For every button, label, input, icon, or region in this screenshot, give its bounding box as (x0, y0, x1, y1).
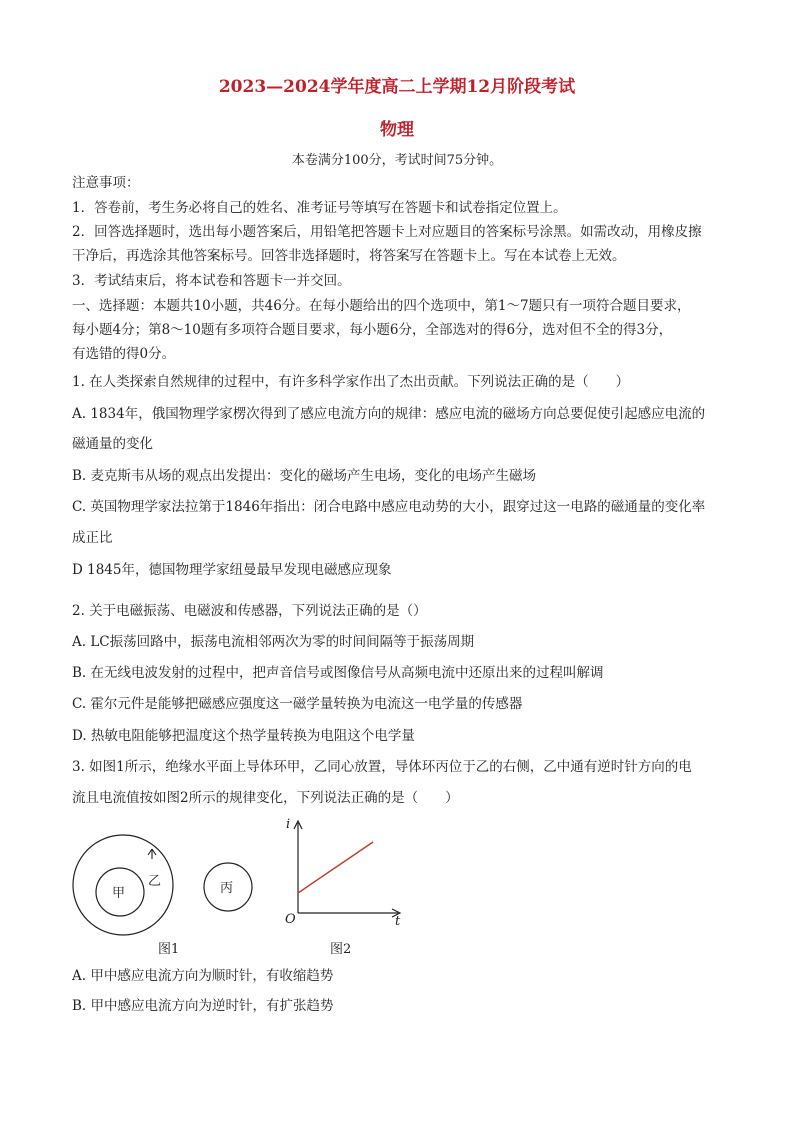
figure-1 (73, 835, 252, 957)
section1-line3: 有选错的得0分。 (72, 346, 176, 362)
q1-option-d: D 1845年，德国物理学家纽曼最早发现电磁感应现象 (72, 562, 392, 578)
q2-option-a: A. LC振荡回路中，振荡电流相邻两次为零的时间间隔等于振荡周期 (72, 634, 475, 650)
notice-heading: 注意事项： (72, 175, 140, 191)
q3-option-b: B. 甲中感应电流方向为逆时针，有扩张趋势 (72, 998, 334, 1014)
figure-1-caption: 图1 (158, 942, 180, 957)
label-bing: 丙 (220, 881, 234, 896)
q2-option-b: B. 在无线电波发射的过程中，把声音信号或图像信号从高频电流中还原出来的过程叫解调 (72, 665, 604, 681)
q2-option-d: D. 热敏电阻能够把温度这个热学量转换为电阻这个电学量 (72, 728, 415, 744)
subject-title: 物理 (380, 120, 414, 140)
q1-option-a-line2: 磁通量的变化 (72, 436, 153, 452)
section1-line2: 每小题4分；第8～10题有多项符合题目要求，每小题6分，全部选对的得6分，选对但不全的得3分， (72, 322, 673, 338)
q1-option-c-line2: 成正比 (72, 530, 113, 546)
q3-option-a: A. 甲中感应电流方向为顺时针，有收缩趋势 (72, 968, 334, 984)
notice-item-1: 1．答卷前，考生务必将自己的姓名、准考证号等填写在答题卡和试卷指定位置上。 (72, 200, 567, 216)
figure-2-caption: 图2 (330, 942, 352, 957)
q3-figures (68, 815, 428, 960)
q3-stem-line2: 流且电流值按如图2所示的规律变化，下列说法正确的是（ ） (72, 790, 459, 806)
exam-meta: 本卷满分100分，考试时间75分钟。 (291, 153, 503, 168)
q1-option-a-line1: A. 1834年，俄国物理学家楞次得到了感应电流方向的规律：感应电流的磁场方向总要促使引起感应电流的 (72, 406, 706, 422)
q1-stem: 1. 在人类探索自然规律的过程中，有许多科学家作出了杰出贡献。下列说法正确的是（ ） (72, 374, 630, 390)
q2-option-c: C. 霍尔元件是能够把磁感应强度这一磁学量转换为电流这一电学量的传感器 (72, 696, 523, 712)
notice-item-2-line2: 干净后，再选涂其他答案标号。回答非选择题时，将答案写在答题卡上。写在本试卷上无效。 (72, 248, 626, 264)
x-axis-label: t (395, 914, 401, 929)
q1-option-c-line1: C. 英国物理学家法拉第于1846年指出：闭合电路中感应电动势的大小，跟穿过这一电路的磁通量的变化率 (72, 499, 706, 515)
q3-stem-line1: 3. 如图1所示，绝缘水平面上导体环甲，乙同心放置，导体环丙位于乙的右侧，乙中通有逆时针方向的电 (72, 759, 692, 775)
current-line (298, 842, 373, 893)
origin-label: O (285, 912, 296, 927)
section1-line1: 一、选择题：本题共10小题，共46分。在每小题给出的四个选项中，第1～7题只有一项符合题目要求， (72, 298, 691, 314)
exam-title: 2023—2024学年度高二上学期12月阶段考试 (218, 77, 576, 97)
label-jia: 甲 (112, 886, 126, 901)
arrow-icon (148, 849, 156, 859)
notice-item-2-line1: 2．回答选择题时，选出每小题答案后，用铅笔把答题卡上对应题目的答案标号涂黑。如需改动，用橡皮擦 (72, 224, 702, 240)
q2-stem: 2. 关于电磁振荡、电磁波和传感器，下列说法正确的是（） (72, 603, 427, 619)
label-yi: 乙 (148, 874, 162, 889)
y-axis-label: i (286, 817, 291, 832)
figure-2 (285, 817, 401, 957)
notice-item-3: 3．考试结束后，将本试卷和答题卡一并交回。 (72, 273, 351, 289)
q1-option-b: B. 麦克斯韦从场的观点出发提出：变化的磁场产生电场，变化的电场产生磁场 (72, 468, 537, 484)
